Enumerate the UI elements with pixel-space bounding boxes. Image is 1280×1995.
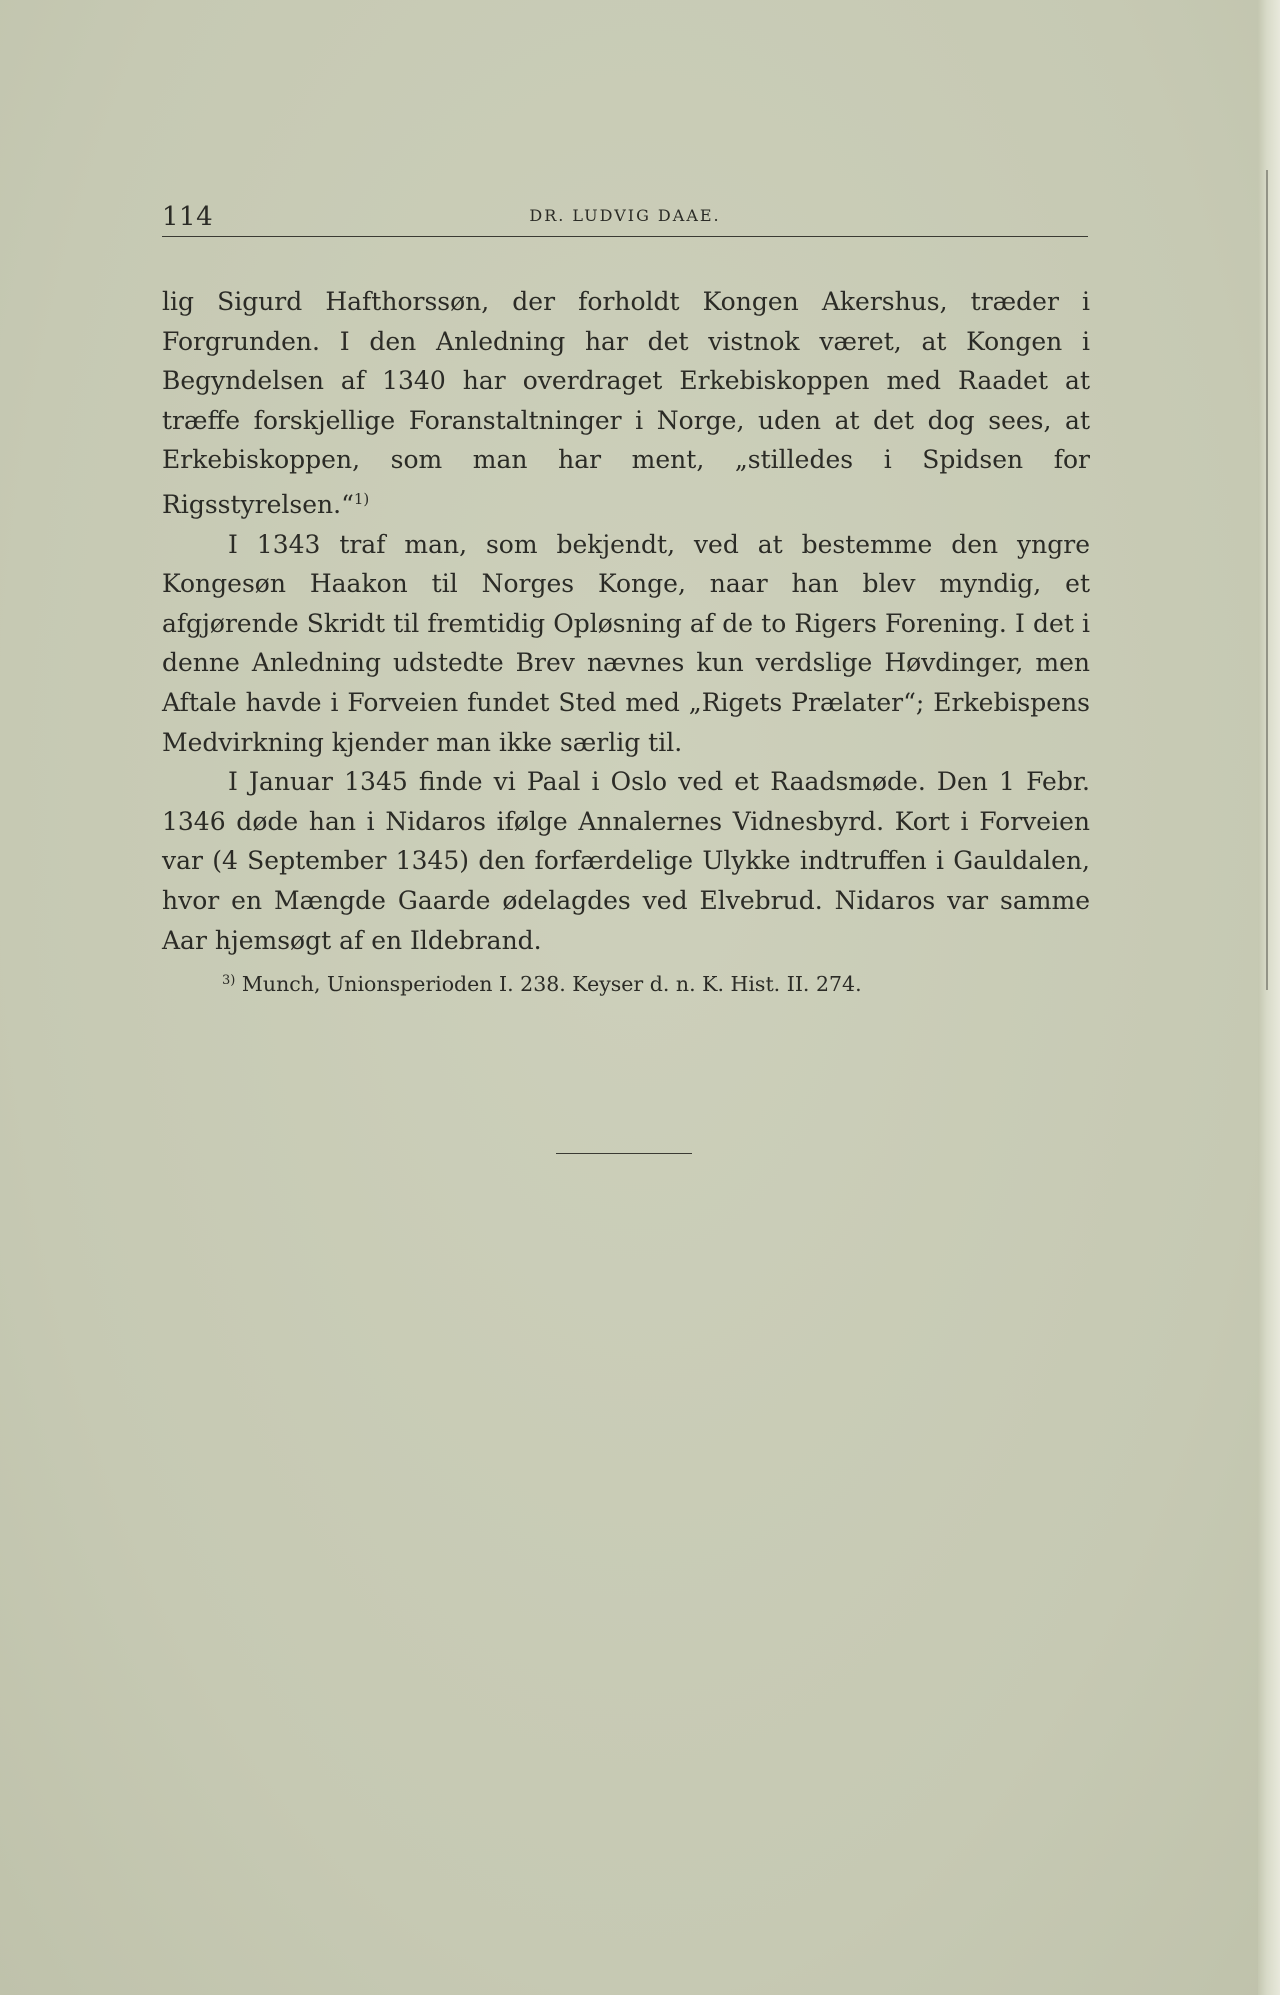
footnote-reference: 1) — [353, 489, 370, 508]
paragraph-2: I 1343 traf man, som bekjendt, ved at bestemme den yngre Kongesøn Haakon til Norges Konge, naar han blev myndig, et afgjørende Skridt til fremtidig Opløsning af de to Rigers Forening. I det i denne Anledning udstedte Brev nævnes kun verdslige Høvdinger, men Aftale havde i Forveien fundet Sted med „Rigets Prælater“; Erkebispens Medvirkning kjender man ikke særlig til. — [162, 529, 1090, 757]
paragraph-1-text: lig Sigurd Hafthorssøn, der forholdt Kongen Akershus, træder i Forgrunden. I den Anledning har det vistnok været, at Kongen i Begyndelsen af 1340 har overdraget Erkebiskoppen med Raadet at træffe forskjellige Foranstaltninger i Norge, uden at det dog sees, at Erkebiskoppen, som man har ment, „stilledes i Spidsen for Rigsstyrelsen.“ — [162, 287, 1090, 519]
body-text — [162, 282, 1090, 960]
page-number: 114 — [162, 202, 214, 232]
running-head: DR. LUDVIG DAAE. — [529, 206, 721, 225]
page-edge — [1258, 0, 1280, 1995]
paragraph-3: I Januar 1345 finde vi Paal i Oslo ved et Raadsmøde. Den 1 Febr. 1346 døde han i Nidaros ifølge Annalernes Vidnesbyrd. Kort i Forveien var (4 September 1345) den forfærdelige Ulykke indtruffen i Gauldalen, hvor en Mængde Gaarde ødelagdes ved Elvebrud. Nidaros var samme Aar hjemsøgt af en Ildebrand. — [162, 767, 1090, 955]
binding-shadow — [1266, 170, 1268, 990]
page-header — [162, 200, 1088, 237]
paragraph-1 — [162, 282, 1090, 525]
footnote-text: Munch, Unionsperioden I. 238. Keyser d. n. K. Hist. II. 274. — [241, 972, 862, 996]
end-rule — [556, 1153, 692, 1154]
footnote-marker: 3) — [222, 973, 236, 988]
footnote — [222, 966, 1082, 999]
